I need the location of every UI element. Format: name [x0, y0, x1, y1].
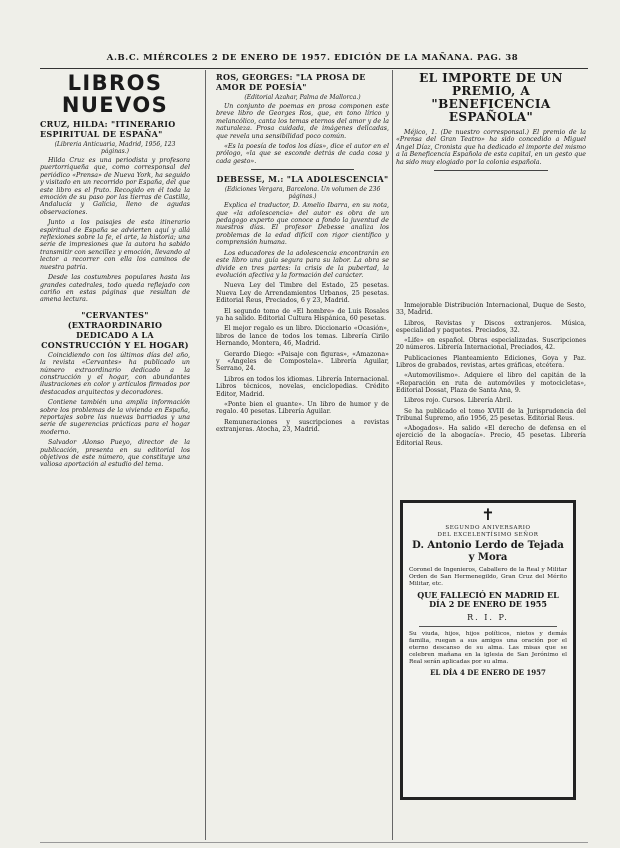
divider — [434, 170, 548, 171]
obituary-label: SEGUNDO ANIVERSARIO — [445, 525, 531, 531]
classified-ad: El segundo tomo de «El hombre» de Luis Rosales ya ha salido. Editorial Cultura Hispánica, 60 pesetas. — [216, 307, 389, 322]
article-paragraph: Los educadores de la adolescencia encontrarán en este libro una guía segura para su labor. La obra se divide en tres partes: la crisis de la pubertad, la evolución afectiva y la formación del carácter. — [216, 249, 389, 279]
article-paragraph: Contiene también una amplia información sobre los problemas de la vivienda en España, reportajes sobre las nuevas barriadas y una serie de sugerencias prácticas para el hogar moderno. — [40, 399, 190, 436]
classified-ad: Libros en todos los idiomas. Librería Internacional. Libros técnicos, novelas, enciclopedias. Crédito Editor, Madrid. — [216, 375, 389, 398]
article-heading: DEBESSE, M.: "LA ADOLESCENCIA" — [216, 174, 389, 185]
article-paragraph: Desde las costumbres populares hasta las grandes catedrales, todo queda reflejado con cariño en estas páginas que resultan de amena lectura. — [40, 274, 190, 304]
column-1 — [40, 72, 190, 840]
obituary-titles: Coronel de Ingenieros, Caballero de la Real y Militar Orden de San Hermenegildo, Gran Cruz del Mérito Militar, etc. — [409, 567, 567, 587]
article-source: (Ediciones Vergara, Barcelona. Un volumen de 236 páginas.) — [224, 186, 381, 201]
article-paragraph: Salvador Alonso Pueyo, director de la publicación, presenta en su editorial los objetivos de este número, que constituye una valiosa aportación al estudio del tema. — [40, 439, 190, 469]
obituary-funeral-date: EL DÍA 4 DE ENERO DE 1957 — [430, 668, 546, 677]
classified-ad: El mejor regalo es un libro. Diccionario «Ocasión», libros de lance de todos los temas. Librería Cirilo Hernando, Montera, 46, Madrid. — [216, 325, 389, 348]
classified-ad: «Automovilismo». Adquiere el libro del capitán de la «Reparación en ruta de automóviles y motocicletas», Editorial Dossat, Plaza de Santa Ana, 9. — [396, 372, 586, 394]
page-header: A.B.C. MIÉRCOLES 2 DE ENERO DE 1957. EDICIÓN DE LA MAÑANA. PAG. 38 — [106, 53, 519, 63]
header-rule — [40, 68, 588, 69]
article-heading: CRUZ, HILDA: "ITINERARIO ESPIRITUAL DE ESPAÑA" — [40, 119, 176, 139]
classified-ad: Libros, Revistas y Discos extranjeros. Música, especialidad y paquetes. Preciados, 32. — [396, 319, 586, 334]
classified-ad: Remuneraciones y suscripciones a revistas extranjeras. Atocha, 23, Madrid. — [216, 418, 389, 434]
footer-rule — [40, 842, 588, 843]
article-heading: ROS, GEORGES: "LA PROSA DE AMOR DE POESÍA" — [216, 72, 366, 92]
article-paragraph: Junto a los paisajes de esta itinerario espiritual de España se advierten aquí y allá reflexiones sobre la fe, el arte, la historia; una serie de impresiones que la autora ha sabido transmitir con sencillez y emoción, llevando al lector a recorrer con ella los caminos de nuestra patria. — [40, 219, 190, 271]
column-2 — [216, 72, 389, 840]
article-heading: "CERVANTES" (EXTRAORDINARIO DEDICADO A LA CONSTRUCCIÓN Y EL HOGAR) — [41, 309, 189, 350]
obituary-death-date: QUE FALLECIÓ EN MADRID EL DÍA 2 DE ENERO DE 1955 — [417, 590, 559, 609]
section-title: LIBROS NUEVOS — [61, 72, 169, 117]
classified-ad: «Abogados». Ha salido «El derecho de defensa en el ejercicio de la abogacía». Precio, 45 pesetas. Librería Editorial Reus. — [396, 425, 586, 447]
obituary-sublabel: DEL EXCELENTÍSIMO SEÑOR — [437, 532, 539, 538]
article-paragraph: Hilda Cruz es una periodista y profesora puertorriqueña que, como corresponsal del periódico «Prensa» de Nueva York, ha seguido y visitado en un recorrido por España, del que este libro es el fruto. Recogido en él toda la emoción de su paso por las tierras de Castilla, Andalucía y Galicia, lleno de agudas observaciones. — [40, 157, 190, 216]
column-divider-1 — [205, 70, 206, 840]
classified-ad: Libros rojo. Cursos. Librería Abril. — [404, 397, 513, 405]
classified-ad: «Ponte bien el guante». Un libro de humor y de regalo. 40 pesetas. Librería Aguilar. — [216, 401, 389, 416]
article-heading: EL IMPORTE DE UN PREMIO, A "BENEFICENCIA ESPAÑOLA" — [419, 72, 563, 124]
article-paragraph: Explica el traductor, D. Amelio Ibarra, en su nota, que «la adolescencia» del autor es obra de un pedagogo experto que conoce a fondo la juventud de nuestros días. El profesor Debesse analiza los problemas de la edad difícil con rigor científico y comprensión humana. — [216, 202, 389, 247]
column-divider-2 — [392, 70, 393, 840]
classified-ad: Inmejorable Distribución Internacional, Duque de Sesto, 33, Madrid. — [396, 302, 586, 317]
article-paragraph: «Es la poesía de todos los días», dice el autor en el prólogo, «la que se esconde detrás de cada cosa y cada gesto». — [216, 143, 389, 165]
article-cervantes — [40, 310, 190, 469]
classified-ad: Nueva Ley del Timbre del Estado, 25 pesetas. Nueva Ley de Arrendamientos Urbanos, 25 pesetas. Editorial Reus, Preciados, 6 y 23, Madrid. — [216, 282, 389, 305]
classified-ad: «Life» en español. Obras especializadas. Suscripciones 20 números. Librería Internacional, Preciados, 42. — [396, 337, 586, 352]
article-paragraph: Méjico, 1. (De nuestro corresponsal.) El premio de la «Prensa del Gran Teatro» ha sido concedido a Miguel Ángel Díaz, Cronista que ha dedicado el importe del mismo a la Beneficencia Española de esta capital, en un gesto que ha sido muy elogiado por la colonia española. — [396, 129, 586, 166]
obituary-family: Su viuda, hijos, hijos políticos, nietos y demás familia, ruegan a sus amigos una oración por el eterno descanso de su alma. Las misas que se celebren mañana en la iglesia de San Jerónimo el Real serán aplicadas por su alma. — [409, 631, 567, 665]
obituary-box — [400, 500, 576, 800]
classified-ad: Se ha publicado el tomo XVIII de la Jurisprudencia del Tribunal Supremo, año 1956, 25 pesetas. Editorial Reus. — [396, 407, 586, 422]
cross-icon: ✝ — [481, 505, 495, 524]
article-source: (Editorial Azahar, Palma de Mallorca.) — [244, 94, 361, 101]
classifieds-list — [396, 302, 586, 488]
article-debesse — [216, 174, 389, 433]
obituary-name: D. Antonio Lerdo de Tejada y Mora — [412, 540, 564, 563]
divider — [419, 626, 557, 627]
article-source: (Libreria Anticuaria, Madrid, 1956, 123 páginas.) — [54, 141, 176, 155]
classified-ad: Publicaciones Planteamiento Ediciones, Goya y Paz. Libros de grabados, revistas, artes gráficas, etcétera. — [396, 354, 586, 370]
article-cruz — [40, 119, 190, 304]
article-paragraph: Un conjunto de poemas en prosa componen este breve libro de Georges Ros, que, en tono lírico y melancólico, canta los temas eternos del amor y de la naturaleza. Prosa cuidada, de imágenes delicadas, que revela una sensibilidad poco común. — [216, 103, 389, 140]
article-ros — [216, 72, 389, 165]
classified-ad: Gerardo Diego: «Paisaje con figuras», «Amazona» y «Ángeles de Compostela». Librería Aguilar, Serrano, 24. — [216, 350, 389, 373]
divider — [251, 169, 355, 170]
obituary-rip: R. I. P. — [467, 613, 509, 622]
article-paragraph: Coincidiendo con los últimos días del año, la revista «Cervantes» ha publicado un número extraordinario dedicado a la construcción y el hogar, con abundantes ilustraciones en color y artículos firmados por destacados arquitectos y decoradores. — [40, 351, 190, 396]
